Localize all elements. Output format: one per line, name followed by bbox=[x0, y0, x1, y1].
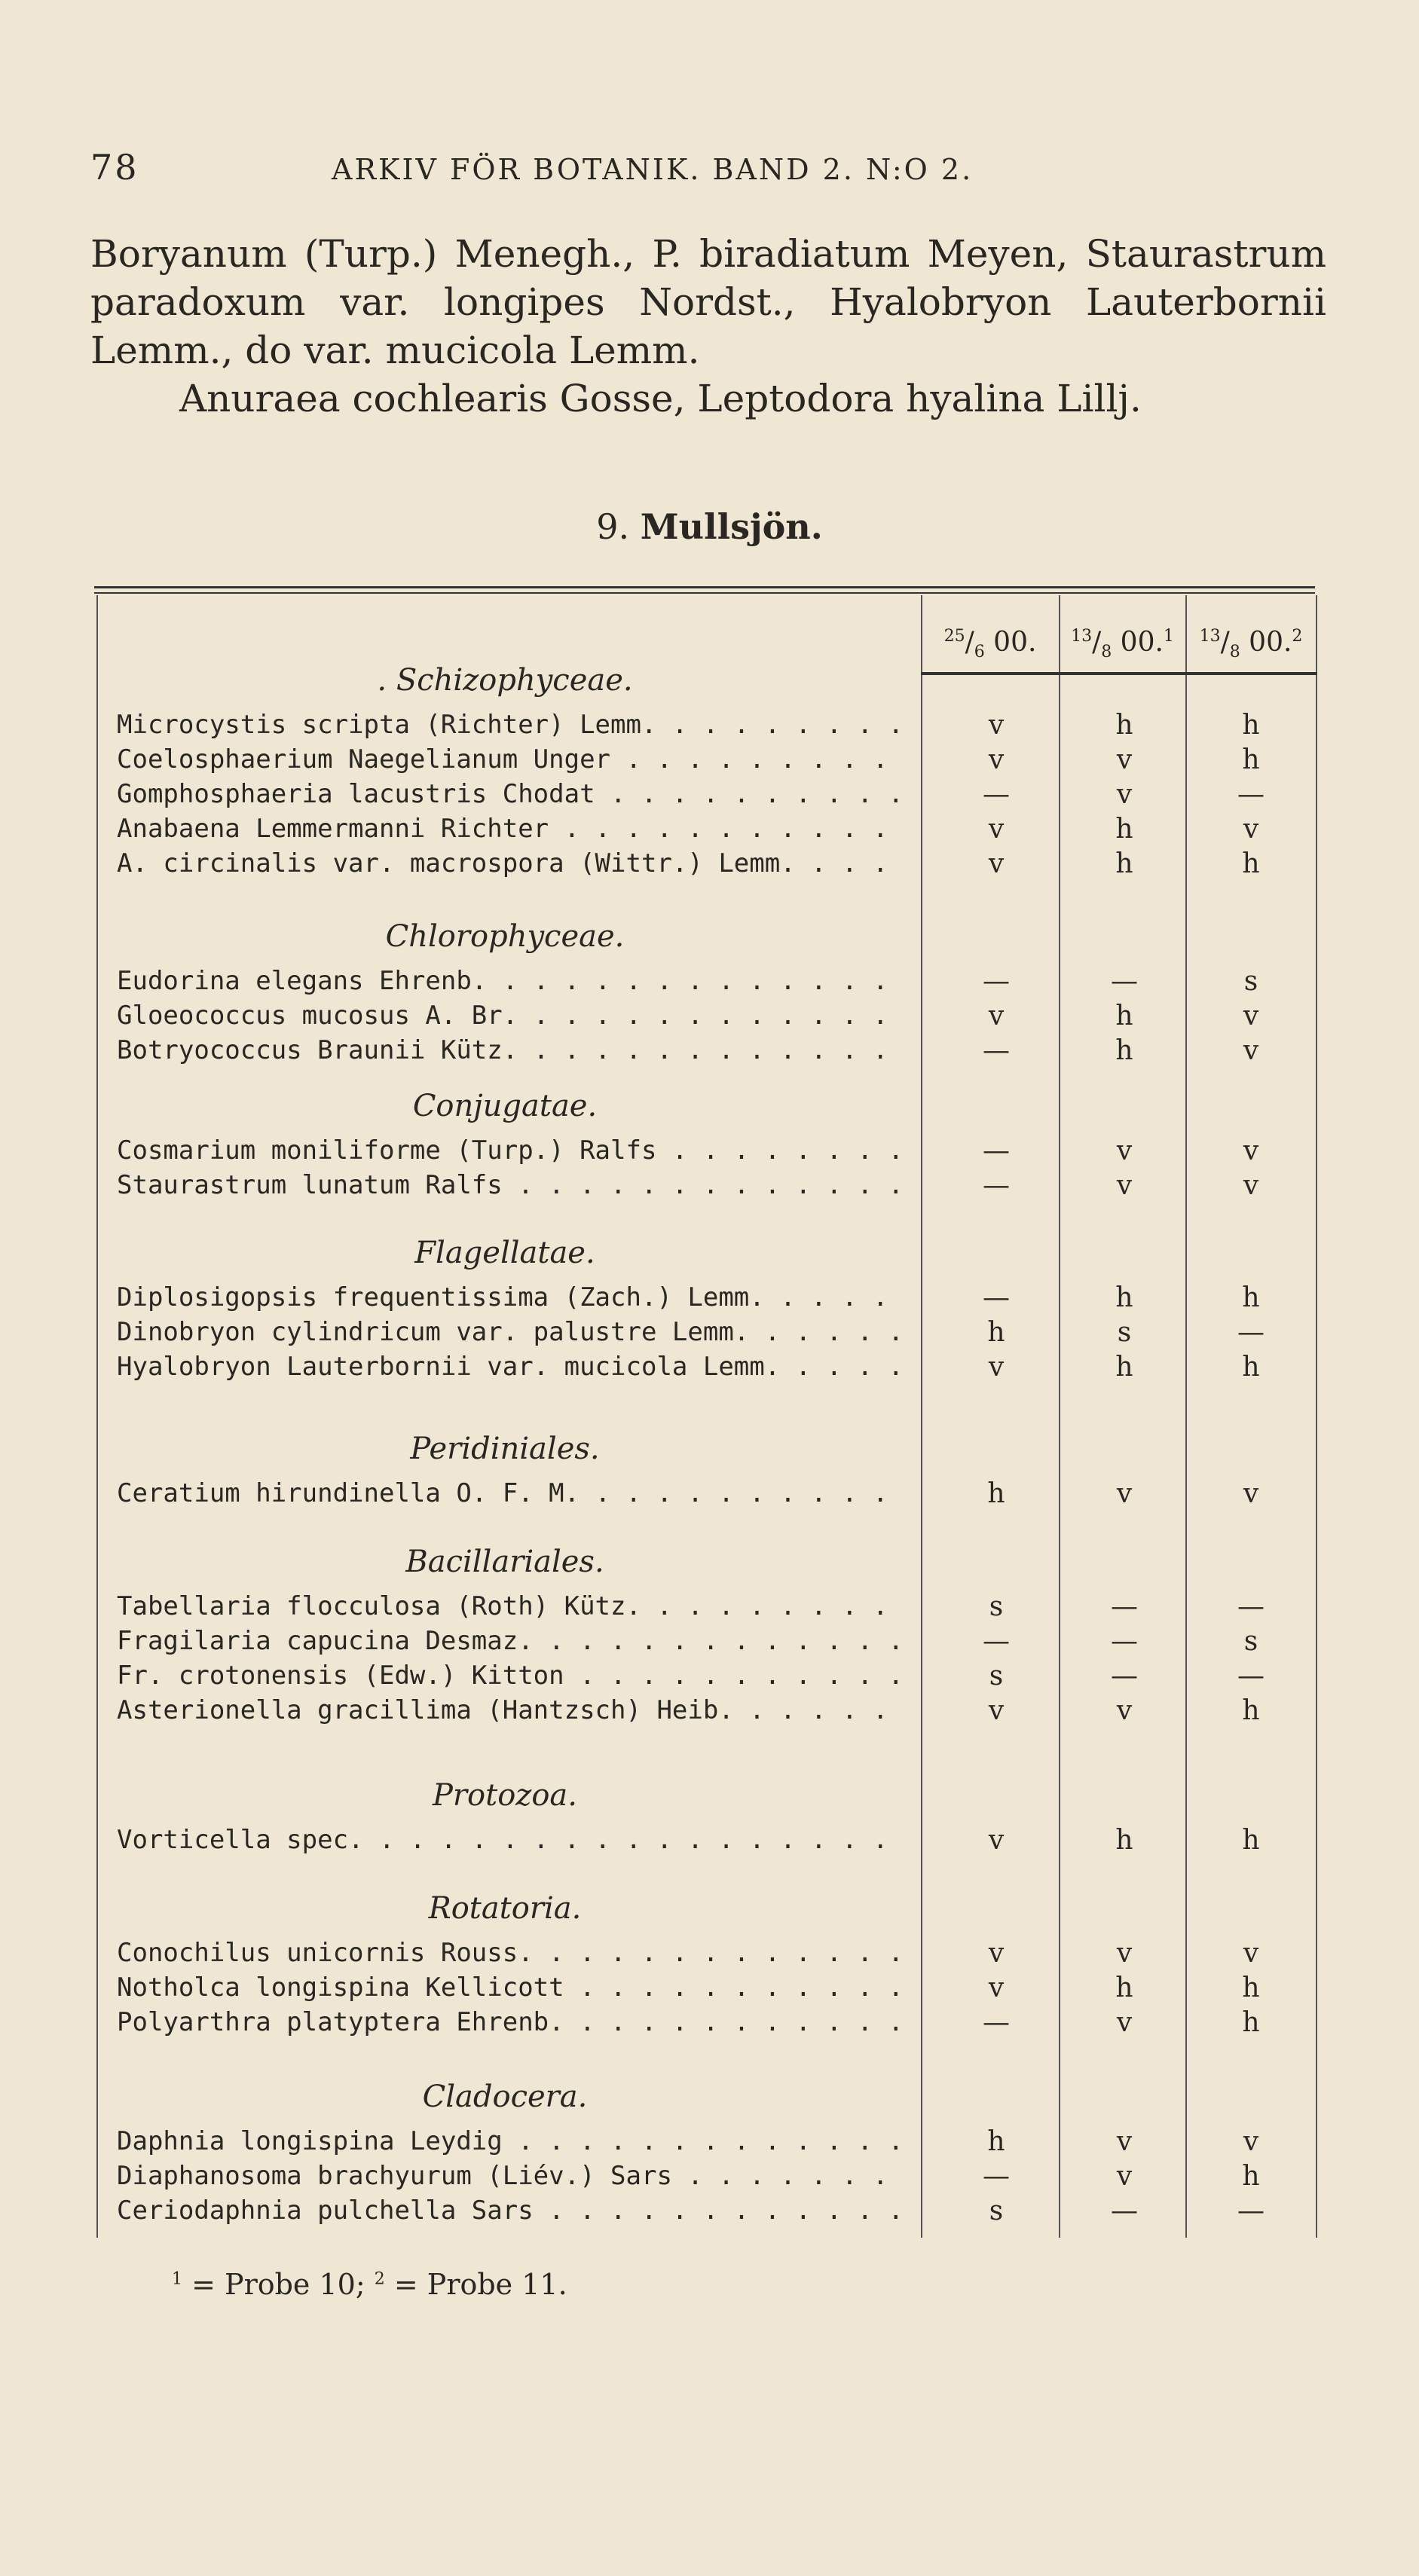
taxon-name: Botryococcus Braunii Kütz. . . . bbox=[117, 1035, 908, 1065]
abundance-value: — bbox=[1237, 779, 1265, 810]
abundance-value: v bbox=[1243, 2126, 1259, 2157]
intro-line: Lemm., do var. mucicola Lemm. bbox=[90, 328, 700, 372]
table-row bbox=[0, 1352, 1419, 1386]
abundance-value: — bbox=[983, 2007, 1010, 2038]
abundance-value: v bbox=[1116, 1938, 1133, 1969]
group-title: Chlorophyceae. bbox=[385, 919, 625, 954]
group-title: . Schizophyceae. bbox=[377, 663, 633, 698]
abundance-value: v bbox=[1116, 1135, 1133, 1166]
table-row bbox=[0, 1972, 1419, 2007]
abundance-value: — bbox=[1237, 1317, 1265, 1348]
taxon-name: Dinobryon cylindricum var. palustre Lemm. . . . bbox=[117, 1317, 908, 1347]
column-header-rule bbox=[921, 672, 1317, 675]
abundance-value: h bbox=[1115, 848, 1133, 879]
taxon-name: Ceriodaphnia pulchella Sars . . . bbox=[117, 2196, 908, 2226]
taxon-name: Polyarthra platyptera Ehrenb. . . . bbox=[117, 2007, 908, 2037]
table-row bbox=[0, 1135, 1419, 1170]
abundance-value: v bbox=[988, 848, 1005, 879]
abundance-value: — bbox=[983, 779, 1010, 810]
taxon-name: Gomphosphaeria lacustris Chodat . . . bbox=[117, 779, 908, 809]
intro-line: Anuraea cochlearis Gosse, Leptodora hyalina Lillj. bbox=[179, 377, 1142, 420]
abundance-value: h bbox=[1242, 1352, 1260, 1383]
table-row bbox=[0, 1938, 1419, 1972]
taxon-name: Gloeococcus mucosus A. Br. . . . bbox=[117, 1001, 908, 1031]
group-title: Bacillariales. bbox=[405, 1545, 604, 1579]
abundance-value: h bbox=[1115, 1282, 1133, 1313]
abundance-value: v bbox=[988, 814, 1005, 845]
table-top-rule bbox=[94, 586, 1315, 588]
abundance-value: — bbox=[983, 1135, 1010, 1166]
taxon-name: Coelosphaerium Naegelianum Unger . . . bbox=[117, 744, 908, 775]
intro-line: paradoxum var. longipes Nordst., Hyalobryon Lauterbornii bbox=[90, 280, 1326, 324]
table-top-rule bbox=[94, 592, 1315, 594]
abundance-value: — bbox=[983, 1282, 1010, 1313]
abundance-value: — bbox=[983, 2161, 1010, 2192]
taxon-name: Ceratium hirundinella O. F. M. . . . bbox=[117, 1478, 908, 1508]
table-row bbox=[0, 2161, 1419, 2196]
group-title: Rotatoria. bbox=[428, 1891, 582, 1926]
abundance-value: — bbox=[983, 1035, 1010, 1066]
abundance-value: h bbox=[1115, 1035, 1133, 1066]
table-row bbox=[0, 2196, 1419, 2230]
abundance-value: h bbox=[1115, 1352, 1133, 1383]
abundance-value: v bbox=[1243, 1478, 1259, 1509]
abundance-value: — bbox=[1111, 1591, 1138, 1622]
abundance-value: s bbox=[1243, 966, 1258, 997]
abundance-value: v bbox=[988, 710, 1005, 741]
abundance-value: h bbox=[1242, 1972, 1260, 2003]
abundance-value: h bbox=[1242, 744, 1260, 775]
abundance-value: v bbox=[988, 744, 1005, 775]
abundance-value: v bbox=[1243, 1938, 1259, 1969]
group-title: Flagellatae. bbox=[414, 1236, 595, 1270]
taxon-name: Vorticella spec. . . . bbox=[117, 1825, 908, 1855]
abundance-value: v bbox=[1116, 2126, 1133, 2157]
taxon-name: Eudorina elegans Ehrenb. . . . bbox=[117, 966, 908, 996]
table-row bbox=[0, 2007, 1419, 2042]
column-header: $^{13}/_8$ 00.$^2$ bbox=[1199, 627, 1303, 662]
abundance-value: v bbox=[988, 1972, 1005, 2003]
abundance-value: h bbox=[1115, 710, 1133, 741]
table-row bbox=[0, 779, 1419, 814]
abundance-value: h bbox=[1242, 710, 1260, 741]
section-name: Mullsjön. bbox=[640, 506, 823, 547]
abundance-value: — bbox=[1237, 1591, 1265, 1622]
table-row bbox=[0, 814, 1419, 848]
abundance-value: s bbox=[1243, 1626, 1258, 1657]
table-row bbox=[0, 1695, 1419, 1730]
abundance-value: v bbox=[1243, 1035, 1259, 1066]
abundance-value: v bbox=[988, 1695, 1005, 1726]
abundance-value: — bbox=[1111, 2196, 1138, 2226]
column-header: $^{13}/_8$ 00.$^1$ bbox=[1071, 627, 1174, 662]
abundance-value: h bbox=[1115, 814, 1133, 845]
abundance-value: h bbox=[1242, 1695, 1260, 1726]
abundance-value: v bbox=[1243, 1001, 1259, 1031]
table-row bbox=[0, 1626, 1419, 1661]
abundance-value: — bbox=[1111, 966, 1138, 997]
abundance-value: — bbox=[983, 1170, 1010, 1201]
abundance-value: h bbox=[1242, 2161, 1260, 2192]
taxon-name: Diaphanosoma brachyurum (Liév.) Sars . . . bbox=[117, 2161, 908, 2191]
abundance-value: — bbox=[1111, 1661, 1138, 1691]
abundance-value: v bbox=[1116, 779, 1133, 810]
abundance-value: h bbox=[1242, 848, 1260, 879]
abundance-value: — bbox=[983, 966, 1010, 997]
intro-paragraph bbox=[90, 230, 1326, 423]
abundance-value: v bbox=[988, 1001, 1005, 1031]
table-row bbox=[0, 710, 1419, 744]
abundance-value: v bbox=[1243, 1170, 1259, 1201]
group-title: Protozoa. bbox=[433, 1778, 577, 1813]
abundance-value: — bbox=[1237, 1661, 1265, 1691]
abundance-value: v bbox=[988, 1938, 1005, 1969]
abundance-value: s bbox=[989, 1661, 1004, 1691]
table-row bbox=[0, 1478, 1419, 1513]
table-row bbox=[0, 1001, 1419, 1035]
running-title: ARKIV FÖR BOTANIK. BAND 2. N:O 2. bbox=[332, 153, 974, 186]
taxon-name: Fragilaria capucina Desmaz. . . . bbox=[117, 1626, 908, 1656]
table-row bbox=[0, 1170, 1419, 1205]
taxon-name: Asterionella gracillima (Hantzsch) Heib. . . . bbox=[117, 1695, 908, 1725]
page-number: 78 bbox=[90, 147, 139, 188]
abundance-value: — bbox=[983, 1626, 1010, 1657]
abundance-value: v bbox=[1116, 744, 1133, 775]
table-row bbox=[0, 2126, 1419, 2161]
taxon-name: Conochilus unicornis Rouss. . . . bbox=[117, 1938, 908, 1968]
abundance-value: h bbox=[1242, 1825, 1260, 1856]
taxon-name: Microcystis scripta (Richter) Lemm. . . . bbox=[117, 710, 908, 740]
taxon-name: Notholca longispina Kellicott . . . bbox=[117, 1972, 908, 2003]
table-row bbox=[0, 1035, 1419, 1070]
abundance-value: v bbox=[1116, 2007, 1133, 2038]
group-title: Peridiniales. bbox=[410, 1432, 600, 1466]
abundance-value: v bbox=[1116, 2161, 1133, 2192]
taxon-name: Diplosigopsis frequentissima (Zach.) Lemm. . . . bbox=[117, 1282, 908, 1312]
intro-line: Boryanum (Turp.) Menegh., P. biradiatum Meyen, Staurastrum bbox=[90, 232, 1326, 276]
taxon-name: Cosmarium moniliforme (Turp.) Ralfs . . . bbox=[117, 1135, 908, 1166]
taxon-name: Daphnia longispina Leydig . . . bbox=[117, 2126, 908, 2156]
taxon-name: Anabaena Lemmermanni Richter . . . bbox=[117, 814, 908, 844]
abundance-value: s bbox=[1117, 1317, 1132, 1348]
table-row bbox=[0, 966, 1419, 1001]
abundance-value: h bbox=[1242, 1282, 1260, 1313]
abundance-value: v bbox=[1116, 1170, 1133, 1201]
abundance-value: h bbox=[1115, 1001, 1133, 1031]
page-header bbox=[90, 147, 1115, 192]
table-row bbox=[0, 1661, 1419, 1695]
abundance-value: h bbox=[987, 1317, 1005, 1348]
taxon-name: A. circinalis var. macrospora (Wittr.) Lemm. . . . bbox=[117, 848, 908, 879]
abundance-value: v bbox=[988, 1352, 1005, 1383]
taxon-name: Hyalobryon Lauterbornii var. mucicola Lemm. . . . bbox=[117, 1352, 908, 1382]
section-number: 9. bbox=[596, 506, 630, 547]
abundance-value: — bbox=[1111, 1626, 1138, 1657]
abundance-value: v bbox=[988, 1825, 1005, 1856]
abundance-value: s bbox=[989, 1591, 1004, 1622]
group-title: Cladocera. bbox=[422, 2079, 588, 2114]
abundance-value: h bbox=[1115, 1972, 1133, 2003]
table-row bbox=[0, 848, 1419, 883]
table-row bbox=[0, 1282, 1419, 1317]
abundance-value: v bbox=[1116, 1695, 1133, 1726]
taxon-name: Staurastrum lunatum Ralfs . . . bbox=[117, 1170, 908, 1200]
taxon-name: Tabellaria flocculosa (Roth) Kütz. . . . bbox=[117, 1591, 908, 1621]
abundance-value: h bbox=[987, 1478, 1005, 1509]
abundance-value: h bbox=[987, 2126, 1005, 2157]
table-row bbox=[0, 1317, 1419, 1352]
abundance-value: v bbox=[1243, 814, 1259, 845]
column-header: $^{25}/_6$ 00. bbox=[943, 627, 1037, 662]
taxon-name: Fr. crotonensis (Edw.) Kitton . . . bbox=[117, 1661, 908, 1691]
abundance-value: v bbox=[1116, 1478, 1133, 1509]
section-title bbox=[0, 506, 1419, 547]
abundance-value: — bbox=[1237, 2196, 1265, 2226]
abundance-value: h bbox=[1242, 2007, 1260, 2038]
abundance-value: h bbox=[1115, 1825, 1133, 1856]
table-row bbox=[0, 1825, 1419, 1859]
group-title: Conjugatae. bbox=[412, 1089, 598, 1123]
table-row bbox=[0, 1591, 1419, 1626]
abundance-value: s bbox=[989, 2196, 1004, 2226]
abundance-value: v bbox=[1243, 1135, 1259, 1166]
footnote: $^1$ = Probe 10; $^2$ = Probe 11. bbox=[172, 2268, 567, 2301]
table-row bbox=[0, 744, 1419, 779]
